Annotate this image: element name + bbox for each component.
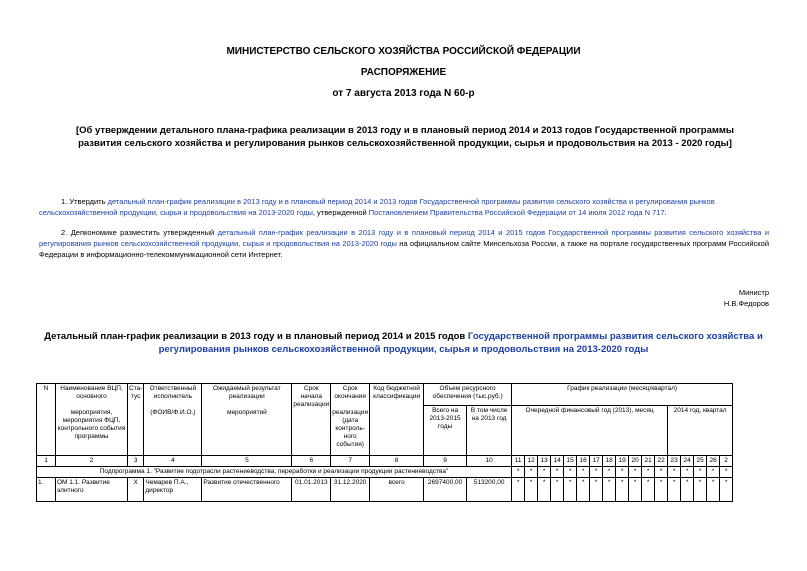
star-cell: * [525, 467, 538, 478]
column-number-cell: 7 [331, 456, 370, 467]
row-name: ОМ 1.1. Развитие элитного [56, 478, 128, 502]
signature-role: Министр [738, 288, 769, 297]
header-funding: Объем ресурсного обеспечения (тыс.руб.) [424, 384, 512, 406]
row-start: 01.01.2013 [292, 478, 331, 502]
program-link[interactable]: Государственной программы развития сельского хозяйства и регулирования рынков сельскохозяйственной продукции, сырья и продовольствия на 2013-2020 годы [158, 331, 763, 355]
resolution-link[interactable]: Постановлением Правительства Российской Федерации от 14 июля 2012 года N 717 [368, 208, 665, 217]
header-no: N [37, 384, 56, 456]
header-schedule: График реализации (месяц/квартал) [512, 384, 733, 406]
paragraph-2 [39, 227, 769, 260]
plan-link[interactable]: детальный план-график реализации в 2013 году и в плановый период 2014 и 2013 годов Государственной программы развития сельского хозяйства и регулирования рынков сельскохозяйственной продукции, сырья и продовольствия на 2013-2020 годы [39, 197, 715, 217]
column-number-cell: 1 [37, 456, 56, 467]
star-cell: * [694, 467, 707, 478]
star-cell: * [629, 467, 642, 478]
star-cell: * [564, 467, 577, 478]
star-cell: * [616, 467, 629, 478]
star-cell: * [512, 467, 525, 478]
star-cell: * [642, 478, 655, 502]
header-end-line2: реализации (дата контроль-ного события) [332, 409, 369, 448]
row-code: всего [370, 478, 424, 502]
paragraph-1-prefix: 1. Утвердить [61, 197, 108, 206]
column-number-cell: 8 [370, 456, 424, 467]
column-number-cell: 21 [642, 456, 655, 467]
header-name-line2: мероприятия, мероприятия ФЦП, контрольного события программы [57, 409, 126, 440]
document-type: РАСПОРЯЖЕНИЕ [360, 67, 447, 78]
header-2013: В том числе на 2013 год [467, 406, 512, 456]
subprogram-row [37, 467, 733, 478]
paragraph-1-suffix: . [664, 208, 667, 217]
column-number-cell: 12 [525, 456, 538, 467]
document-title: [Об утверждении детального плана-графика реализации в 2013 году и в плановый период 2014 и 2013 годов Государственной программы развития сельского хозяйства и регулирования рынков сельскохозяйственной продукции, сырья и продовольствия на 2013 - 2020 годы] [75, 125, 735, 149]
plan-title-prefix: Детальный план-график реализации в 2013 году и в плановый период 2014 и 2015 годов [44, 331, 468, 342]
column-number-row [37, 456, 733, 467]
document-date: от 7 августа 2013 года N 60-р [332, 88, 475, 99]
star-cell: * [577, 478, 590, 502]
star-cell: * [707, 478, 720, 502]
column-number-cell: 17 [590, 456, 603, 467]
plan-table-container [36, 383, 807, 503]
paragraph-2-suffix: на официальном сайте Минсельхоза России, а также на портале государственных программ Российской Федерации в информационно-телекоммуникационной сети Интернет. [39, 239, 770, 259]
star-cell: * [694, 478, 707, 502]
star-cell: * [577, 467, 590, 478]
column-number-cell: 23 [668, 456, 681, 467]
header-2014: 2014 год, квартал [668, 406, 733, 456]
star-cell: * [590, 467, 603, 478]
star-cell: * [720, 467, 733, 478]
column-number-cell: 20 [629, 456, 642, 467]
star-cell: * [564, 478, 577, 502]
column-number-cell: 13 [538, 456, 551, 467]
signature-name: Н.В.Федоров [723, 299, 769, 308]
plan-table [36, 383, 733, 502]
column-number-cell: 14 [551, 456, 564, 467]
column-number-cell: 18 [603, 456, 616, 467]
column-number-cell: 2 [56, 456, 128, 467]
row-status: Х [128, 478, 144, 502]
star-cell: * [629, 478, 642, 502]
star-cell: * [512, 478, 525, 502]
header-start: Срок начала реализации [292, 384, 331, 456]
column-number-cell: 22 [655, 456, 668, 467]
column-number-cell: 4 [144, 456, 202, 467]
header-status: Ста-тус [128, 384, 144, 456]
star-cell: * [603, 467, 616, 478]
column-number-cell: 10 [467, 456, 512, 467]
star-cell: * [538, 478, 551, 502]
header-name [56, 384, 128, 456]
star-cell: * [681, 467, 694, 478]
star-cell: * [668, 467, 681, 478]
header-end [331, 384, 370, 456]
header-code: Код бюджетной классификации [370, 384, 424, 456]
star-cell: * [525, 478, 538, 502]
star-cell: * [720, 478, 733, 502]
column-number-cell: 25 [694, 456, 707, 467]
row-result: Развитие отечественного [202, 478, 292, 502]
header-end-line1: Срок окончания [334, 385, 366, 400]
row-no: 1. [37, 478, 56, 502]
column-number-cell: 9 [424, 456, 467, 467]
column-number-cell: 26 [707, 456, 720, 467]
header-result-line2: мероприятий [226, 409, 267, 416]
table-row [37, 478, 733, 502]
star-cell: * [551, 478, 564, 502]
star-cell: * [707, 467, 720, 478]
paragraph-2-prefix: 2. Депкономике разместить утвержденный [61, 228, 218, 237]
header-total: Всего на 2013-2015 годы [424, 406, 467, 456]
header-executor-line1: Ответственный исполнитель [149, 385, 197, 400]
subprogram-cell: Подпрограмма 1. "Развитие подотрасли растениеводства, переработки и реализации продукции растениеводства" [37, 467, 512, 478]
star-cell: * [655, 467, 668, 478]
column-number-cell: 3 [128, 456, 144, 467]
star-cell: * [551, 467, 564, 478]
paragraph-1 [39, 196, 769, 218]
star-cell: * [655, 478, 668, 502]
column-number-cell: 19 [616, 456, 629, 467]
star-cell: * [538, 467, 551, 478]
star-cell: * [681, 478, 694, 502]
header-name-line1: Наименование ВЦП, основного [60, 385, 123, 400]
row-2013: 513200,00 [467, 478, 512, 502]
header-result [202, 384, 292, 456]
plan-link-2[interactable]: детальный план-график реализации в 2013 году и в плановый период 2014 и 2015 годов Государственной программы развития сельского хозяйства и регулирования рынков сельскохозяйственной продукции, сырья и продовольствия на 2013-2020 годы [39, 228, 770, 248]
header-result-line1: Ожидаемый результат реализации [213, 385, 281, 400]
header-executor [144, 384, 202, 456]
star-cell: * [590, 478, 603, 502]
ministry-heading: МИНИСТЕРСТВО СЕЛЬСКОГО ХОЗЯЙСТВА РОССИЙСКОЙ ФЕДЕРАЦИИ [226, 46, 581, 57]
column-number-cell: 2 [720, 456, 733, 467]
column-number-cell: 6 [292, 456, 331, 467]
row-executor: Чемарев П.А., директор [144, 478, 202, 502]
star-cell: * [642, 467, 655, 478]
star-cell: * [603, 478, 616, 502]
row-end: 31.12.2020 [331, 478, 370, 502]
plan-title [40, 330, 767, 356]
column-number-cell: 24 [681, 456, 694, 467]
header-fy: Очередной финансовый год (2013), месяц [512, 406, 668, 456]
column-number-cell: 11 [512, 456, 525, 467]
column-number-cell: 15 [564, 456, 577, 467]
star-cell: * [668, 478, 681, 502]
star-cell: * [616, 478, 629, 502]
row-total: 2697400,00 [424, 478, 467, 502]
column-number-cell: 5 [202, 456, 292, 467]
paragraph-1-middle: , утвержденной [312, 208, 369, 217]
header-executor-line2: (ФОИВ/Ф.И.О.) [150, 409, 196, 416]
column-number-cell: 16 [577, 456, 590, 467]
